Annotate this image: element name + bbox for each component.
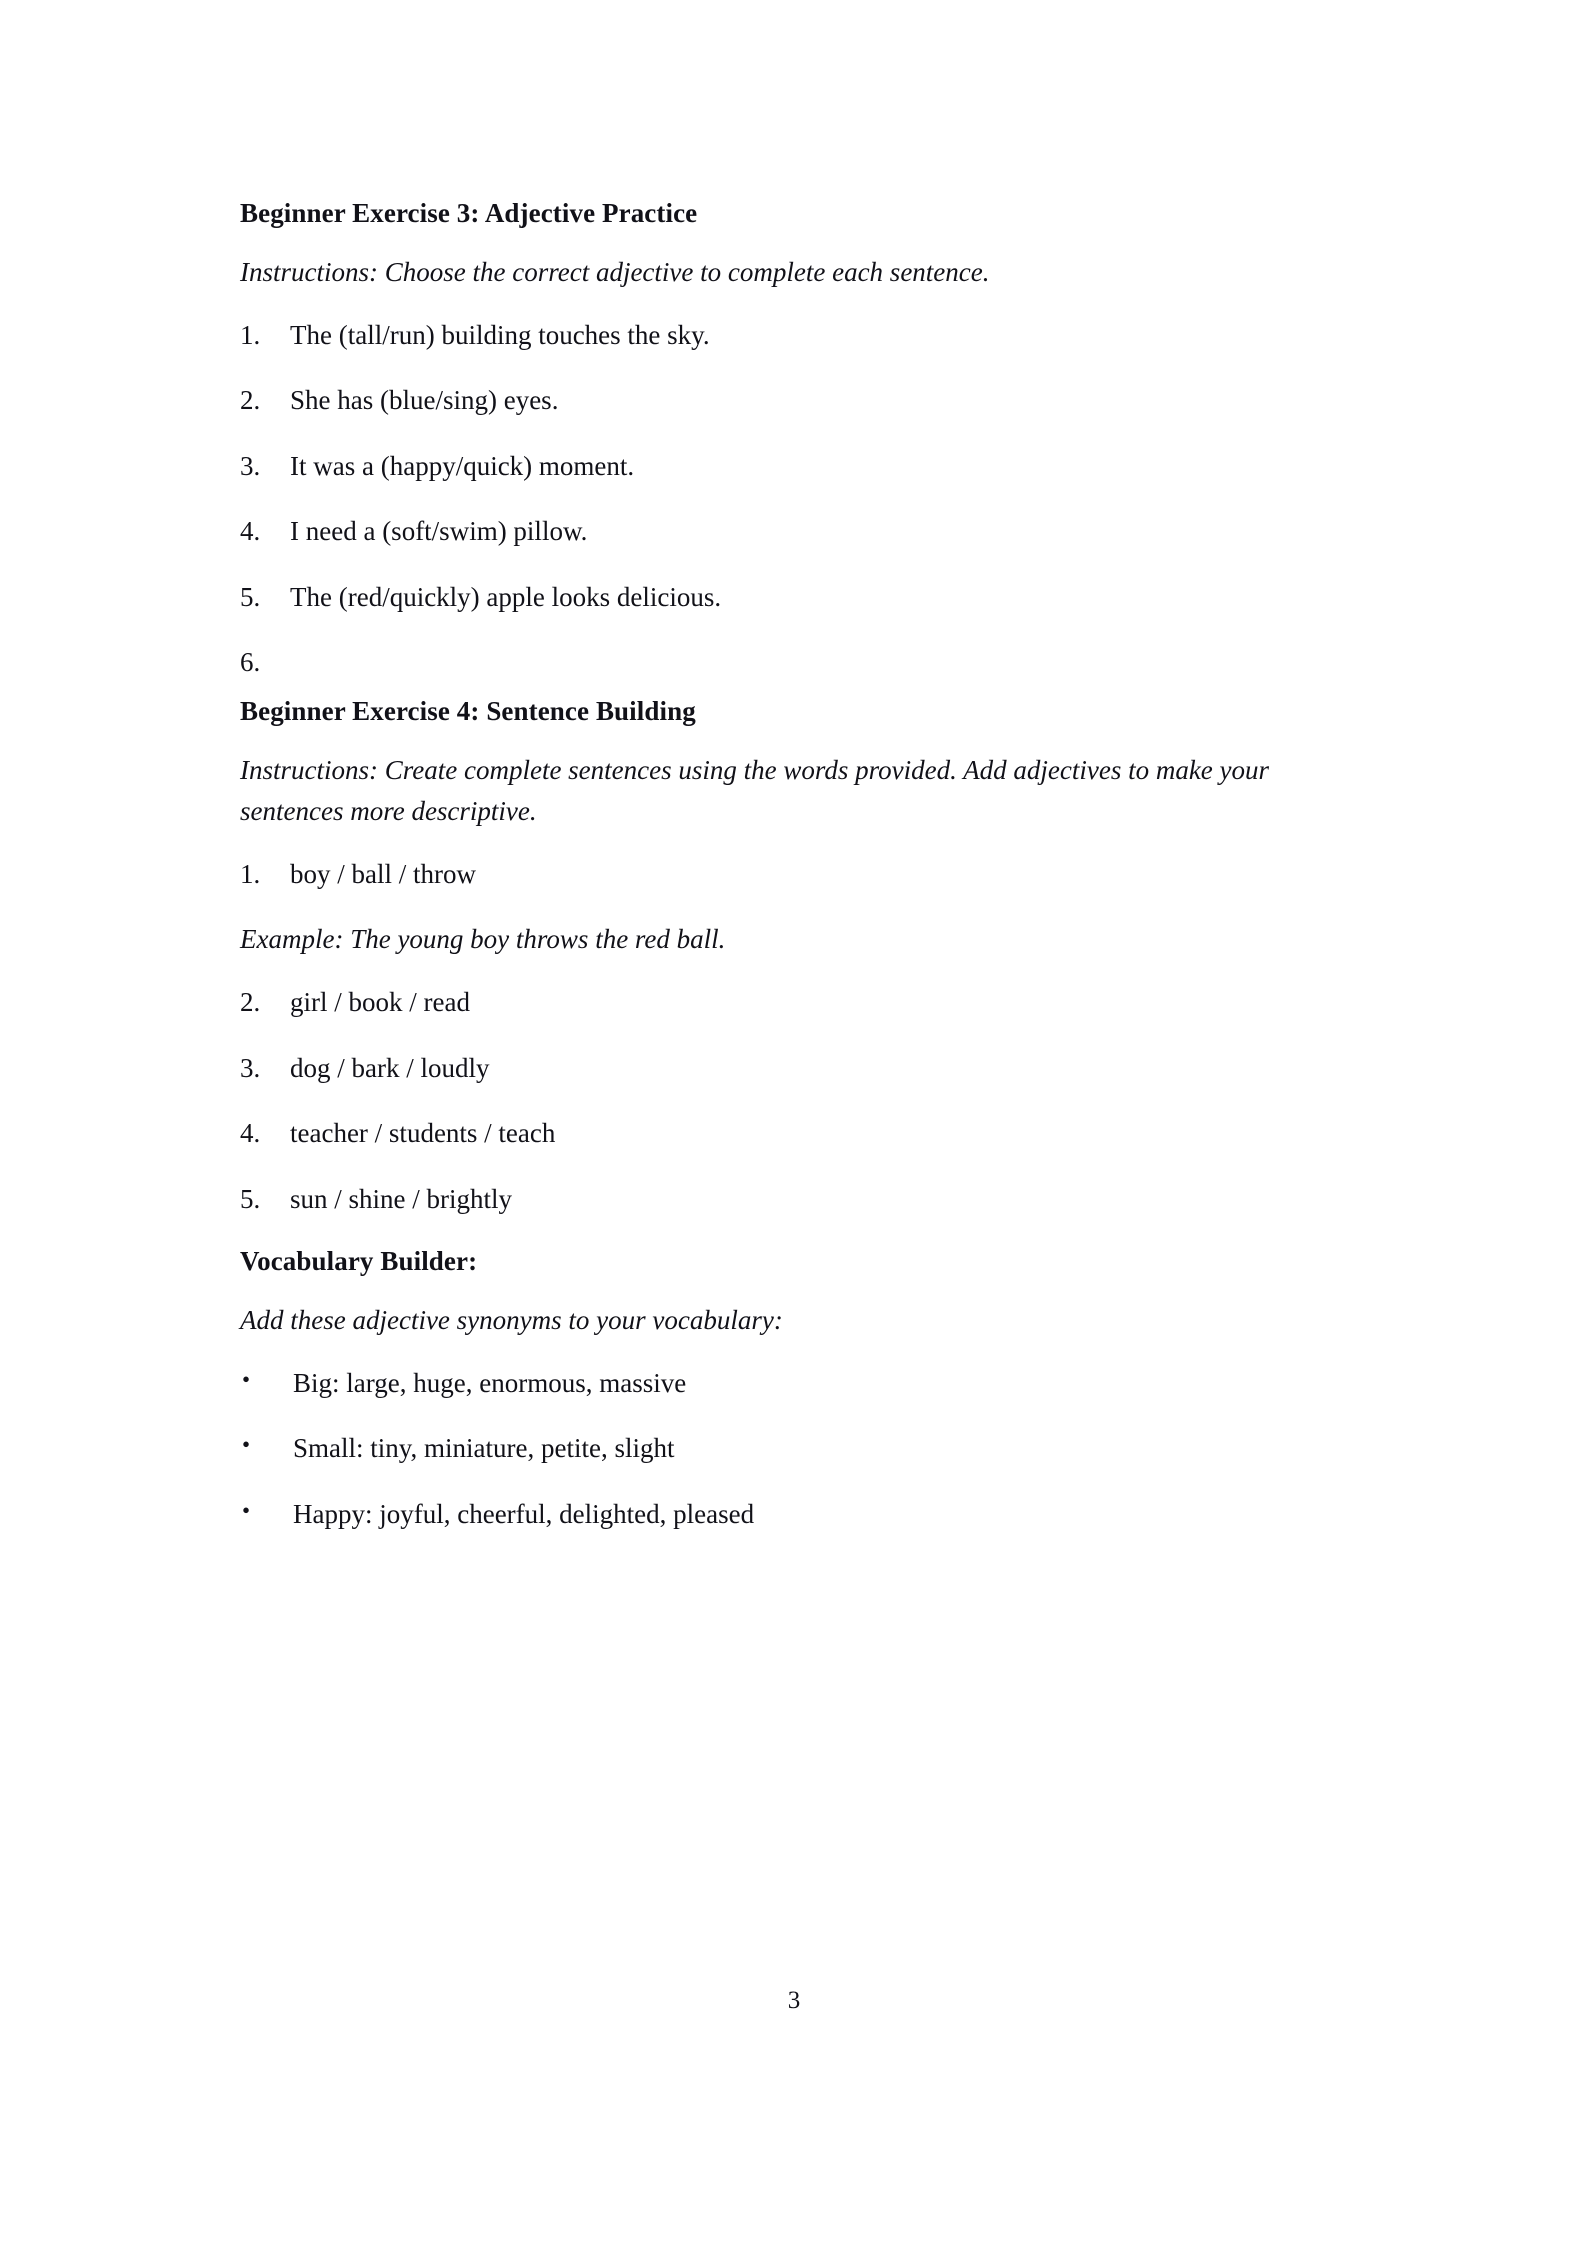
list-item-text: sun / shine / brightly: [290, 1183, 512, 1214]
list-item-text: The (tall/run) building touches the sky.: [290, 319, 710, 350]
list-marker: 5.: [240, 1183, 261, 1214]
exercise-4-list-part1: [240, 854, 1315, 895]
list-item-text: dog / bark / loudly: [290, 1052, 490, 1083]
list-item-text: Small: tiny, miniature, petite, slight: [293, 1433, 675, 1464]
list-item-text: teacher / students / teach: [290, 1118, 556, 1149]
list-marker: 3.: [240, 1052, 261, 1083]
list-item-text: Happy: joyful, cheerful, delighted, pleased: [293, 1498, 755, 1529]
list-marker: 4.: [240, 516, 261, 547]
exercise-3-heading: Beginner Exercise 3: Adjective Practice: [240, 198, 698, 228]
list-marker: 3.: [240, 450, 261, 481]
bullet-icon: •: [242, 1366, 251, 1392]
list-item: [240, 1363, 1315, 1404]
exercise-4-heading: Beginner Exercise 4: Sentence Building: [240, 696, 696, 727]
list-item: [240, 1048, 1315, 1089]
list-marker: 2.: [240, 385, 261, 416]
bullet-icon: •: [242, 1497, 251, 1523]
list-item: [240, 1113, 1315, 1154]
exercise-4-list-part2: [240, 982, 1315, 1219]
vocabulary-synonym-list: [240, 1363, 1315, 1535]
list-item-text: Big: large, huge, enormous, massive: [293, 1367, 687, 1398]
bullet-icon: •: [242, 1432, 251, 1458]
list-item-empty: [240, 642, 1315, 678]
vocabulary-builder-heading: Vocabulary Builder:: [240, 1246, 478, 1277]
exercise-3-instructions: Instructions: Choose the correct adjective to complete each sentence.: [240, 256, 990, 287]
list-item-text: It was a (happy/quick) moment.: [290, 450, 635, 481]
list-item: [240, 854, 1315, 895]
list-item: [240, 446, 1315, 487]
list-item-text: girl / book / read: [290, 987, 470, 1018]
page-number: 3: [787, 1987, 801, 2014]
list-item: [240, 315, 1315, 356]
exercise-4-instructions: Instructions: Create complete sentences using the words provided. Add adjectives to make your sentences more descriptive.: [240, 754, 1270, 826]
page-content: [240, 196, 1315, 1559]
vocabulary-builder-intro: Add these adjective synonyms to your vocabulary:: [240, 1304, 783, 1335]
list-item-text: She has (blue/sing) eyes.: [290, 385, 559, 416]
list-item: [240, 577, 1315, 618]
list-item: [240, 982, 1315, 1023]
list-item: [240, 1179, 1315, 1220]
list-marker: 6.: [240, 647, 261, 678]
list-item: [240, 511, 1315, 552]
list-item-text: The (red/quickly) apple looks delicious.: [290, 581, 722, 612]
list-marker: 5.: [240, 581, 261, 612]
exercise-4-example: Example: The young boy throws the red ball.: [240, 924, 726, 955]
list-item: [240, 1494, 1315, 1535]
list-item: [240, 1428, 1315, 1469]
list-item: [240, 380, 1315, 421]
exercise-3-list: [240, 315, 1315, 678]
list-item-text: boy / ball / throw: [290, 858, 476, 889]
list-marker: 4.: [240, 1118, 261, 1149]
list-marker: 1.: [240, 319, 261, 350]
list-marker: 1.: [240, 858, 261, 889]
list-item-text: I need a (soft/swim) pillow.: [290, 516, 588, 547]
list-marker: 2.: [240, 987, 261, 1018]
